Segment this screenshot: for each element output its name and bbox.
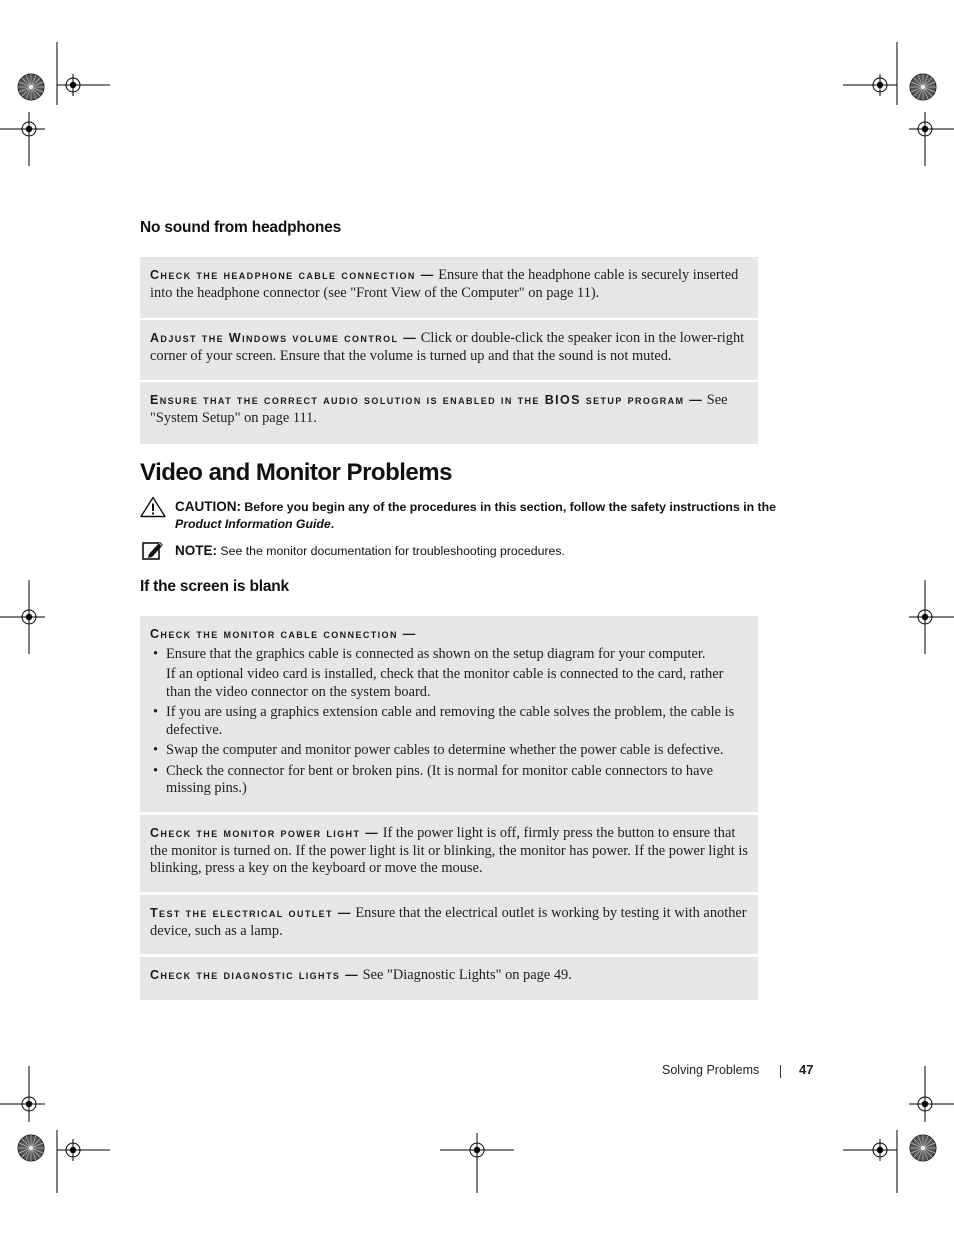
tip-box-monitor-cable [140, 616, 758, 812]
list-item: • Check the connector for bent or broken pins. (It is normal for monitor cable connectors to have missing pins.) [153, 762, 714, 796]
page-number: 47 [799, 1062, 814, 1077]
tip-text: See "Diagnostic Lights" on page 49. [359, 967, 572, 983]
caution-label: CAUTION: [175, 499, 241, 514]
section-heading-blank-screen: If the screen is blank [140, 578, 289, 595]
tip-lead: Check the monitor power light — [150, 826, 380, 840]
note-notice [175, 542, 815, 560]
footer-divider [780, 1065, 781, 1078]
tip-box-monitor-power-light [140, 815, 758, 892]
page-title: Video and Monitor Problems [140, 459, 452, 486]
tip-box-diagnostic-lights [140, 957, 758, 1000]
tip-box-windows-volume [140, 320, 758, 380]
section-heading-headphones: No sound from headphones [140, 219, 342, 236]
caution-doc-title: Product Information Guide [175, 517, 331, 531]
tip-lead: Test the electrical outlet — [150, 906, 352, 920]
tip-bullet-list [150, 646, 748, 798]
tip-lead: Adjust the Windows volume control — [150, 331, 418, 345]
tip-box-electrical-outlet [140, 895, 758, 954]
note-pencil-icon [142, 540, 164, 560]
footer-chapter: Solving Problems [662, 1063, 760, 1077]
tip-box-bios-audio [140, 382, 758, 444]
caution-text: Before you begin any of the procedures in this section, follow the safety instructions in the [241, 500, 776, 514]
list-item-subtext: If an optional video card is installed, check that the monitor cable is connected to the card, rather than the video connector on the system board. [166, 666, 724, 700]
tip-text: Click or double-click the speaker icon in the lower-right corner of your screen. Ensure that the volume is turned up and that the sound is not muted. [150, 330, 745, 364]
list-item: • If you are using a graphics extension cable and removing the cable solves the problem, the cable is defective. [153, 704, 735, 738]
caution-end: . [330, 517, 335, 531]
list-item: • Ensure that the graphics cable is connected as shown on the setup diagram for your computer. If an optional video card is installed, check that the monitor cable is connected to the card, rather than the video connector on the system board. [150, 646, 748, 702]
tip-text: If the power light is off, firmly press the button to ensure that the monitor is turned on. If the power light is lit or blinking, the monitor has power. If the power light is blinking, press a key on the keyboard or move the mouse. [150, 825, 748, 876]
warning-triangle-icon [140, 496, 166, 518]
tip-lead: Check the diagnostic lights — [150, 968, 360, 982]
tip-lead: Check the monitor cable connection — [150, 627, 417, 641]
tip-lead: Ensure that the correct audio solution is enabled in the BIOS setup program — [150, 393, 704, 407]
tip-text: See "System Setup" on page 111. [150, 392, 728, 426]
tip-text: Ensure that the headphone cable is securely inserted into the headphone connector (see "Front View of the Computer" on page 11). [150, 267, 739, 301]
tip-text: Ensure that the electrical outlet is working by testing it with another device, such as a lamp. [150, 905, 747, 939]
tip-box-headphone-cable [140, 257, 758, 318]
caution-notice [175, 498, 815, 533]
note-text: See the monitor documentation for troubleshooting procedures. [217, 544, 565, 558]
tip-lead: Check the headphone cable connection — [150, 268, 435, 282]
list-item: • Swap the computer and monitor power cables to determine whether the power cable is defective. [153, 742, 724, 758]
note-label: NOTE: [175, 543, 217, 558]
